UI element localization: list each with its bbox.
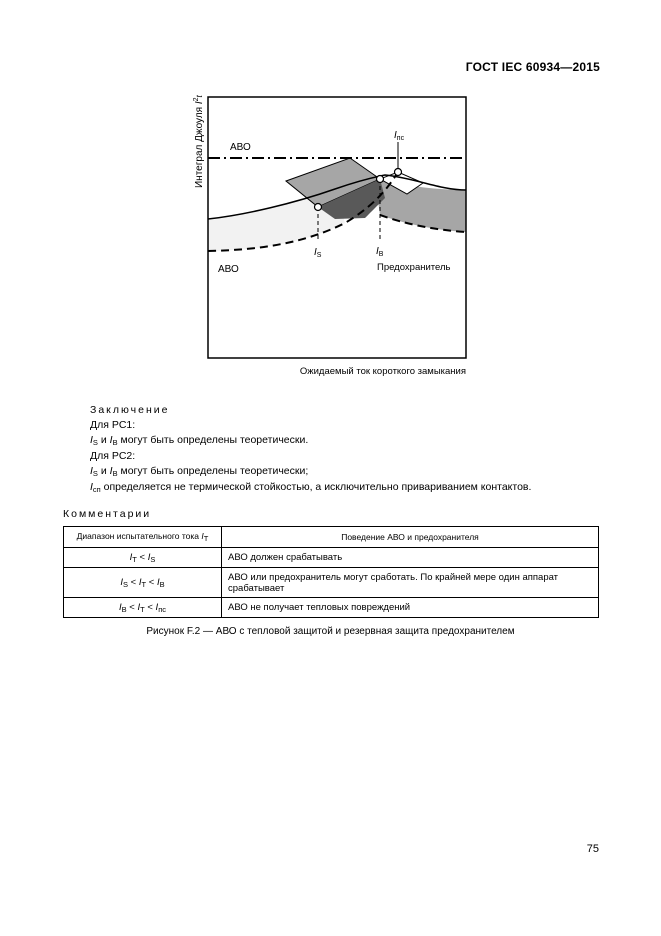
- col-header-test-current: Диапазон испытательного тока $I_T$: [64, 527, 222, 548]
- col-header-behavior: Поведение АВО и предохранителя: [222, 527, 599, 548]
- i2t-diagram: [185, 88, 485, 380]
- pc2-label: Для PC2:: [90, 450, 136, 462]
- range-cell: $I_T < I_S$: [64, 548, 222, 568]
- x-axis-label: Ожидаемый ток короткого замыкания: [299, 366, 466, 377]
- table-row: [64, 598, 599, 618]
- range-cell: $I_B < I_T < I_{пс}$: [64, 598, 222, 618]
- ipc-statement: $I_{сп}$ определяется не термической стойкостью, а исключительно привариванием контактов.: [90, 481, 532, 494]
- pc1-label: Для PC1:: [90, 419, 136, 431]
- y-axis-label: Интеграл Джоуля $I^2_t$: [193, 95, 205, 188]
- range-cell: $I_S < I_T < I_B$: [64, 568, 222, 598]
- figure-caption: Рисунок F.2 — АВО с тепловой защитой и резервная защита предохранителем: [146, 626, 515, 637]
- is-point: [315, 204, 322, 211]
- table-header-row: [64, 527, 599, 548]
- label-ib: $I_B$: [376, 246, 384, 258]
- behavior-cell: АВО не получает тепловых повреждений: [222, 598, 599, 618]
- comments-heading: Комментарии: [63, 508, 152, 520]
- label-abo-top: АВО: [230, 142, 251, 153]
- pc2-statement: $I_S$ и $I_B$ могут быть определены теоретически;: [90, 465, 309, 478]
- label-is: $I_S$: [314, 247, 322, 259]
- ib-point: [377, 176, 384, 183]
- label-fuse: Предохранитель: [377, 262, 451, 273]
- pc1-statement: $I_S$ и $I_B$ могут быть определены теоретически.: [90, 434, 309, 447]
- conclusion-heading: Заключение: [90, 404, 170, 416]
- behavior-cell: АВО должен срабатывать: [222, 548, 599, 568]
- behavior-cell: АВО или предохранитель могут сработать. По крайней мере один аппарат срабатывает: [222, 568, 599, 598]
- standard-header: ГОСТ IEC 60934—2015: [465, 60, 600, 74]
- label-ipc: $I_{пс}$: [394, 130, 405, 142]
- page-number: 75: [586, 843, 599, 855]
- label-abo-bottom: АВО: [218, 264, 239, 275]
- table-row: [64, 568, 599, 598]
- ipc-point: [395, 169, 402, 176]
- comments-table: [63, 526, 599, 618]
- table-row: [64, 548, 599, 568]
